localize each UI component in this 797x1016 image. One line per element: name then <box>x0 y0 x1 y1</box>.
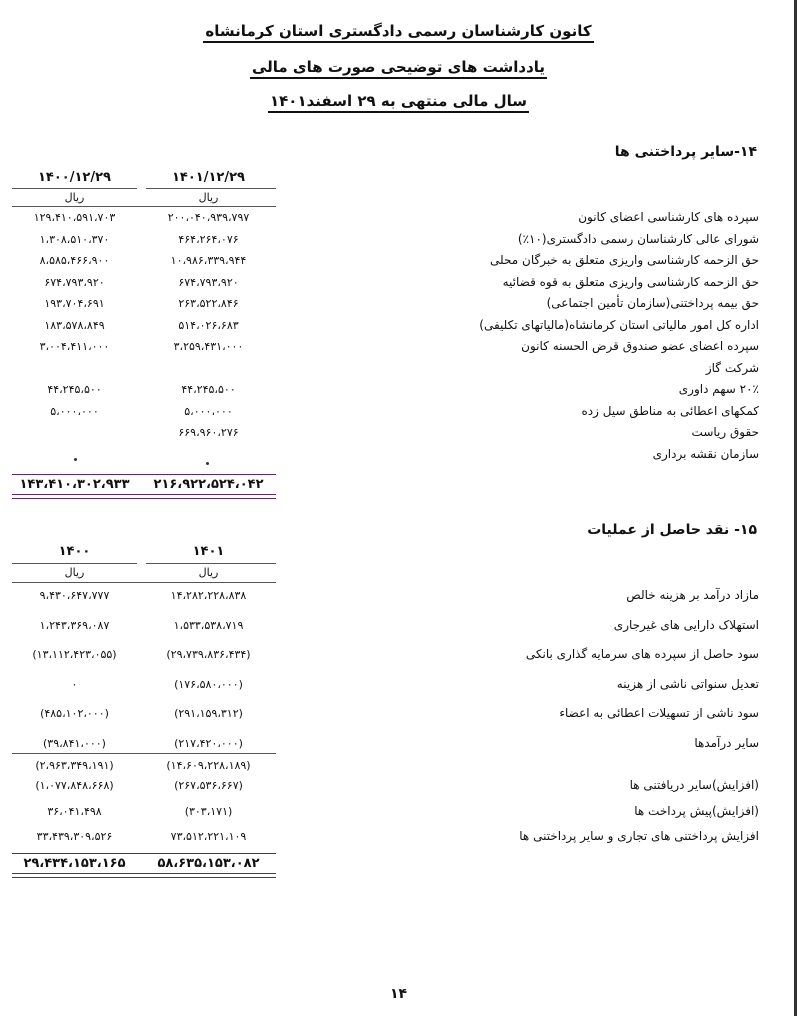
row-label: (افزایش)پیش پرداخت ها <box>634 803 759 818</box>
row-label: سپرده های کارشناسی اعضای کانون <box>578 210 759 224</box>
row-value-previous: (۱،۰۷۷،۸۴۸،۶۶۸) <box>35 779 114 792</box>
row-value-current: (۲۱۷،۴۲۰،۰۰۰) <box>174 736 243 750</box>
row-label: اداره کل امور مالیاتی استان کرمانشاه(مالیاتهای تکلیفی) <box>479 317 759 332</box>
row-label: حقوق ریاست <box>691 425 759 439</box>
s15-total-previous: ۲۹،۴۳۴،۱۵۳،۱۶۵ <box>23 856 126 871</box>
row-label: شورای عالی کارشناسان رسمی دادگستری(۱۰٪) <box>517 231 759 246</box>
row-label: تعدیل سنواتی ناشی از هزینه <box>616 676 759 691</box>
s15-unit-rule <box>12 582 276 583</box>
row-value-current: ۴۶۴،۲۶۴،۰۷۶ <box>178 232 239 246</box>
row-value-previous: ۱۹۳،۷۰۴،۶۹۱ <box>44 297 105 310</box>
row-label: حق الزحمه کارشناسی واریزی متعلق به خبرگان محلی <box>490 253 759 267</box>
row-label: سود ناشی از تسهیلات اعطائی به اعضاء <box>559 706 759 720</box>
fiscal-year-title: سال مالی منتهی به ۲۹ اسفند۱۴۰۱ <box>0 92 797 110</box>
row-value-current: ۵،۰۰۰،۰۰۰ <box>184 404 233 418</box>
row-label: حق بیمه پرداختنی(سازمان تأمین اجتماعی) <box>546 296 759 310</box>
row-value-current: ۲۰۰،۰۴۰،۹۳۹،۷۹۷ <box>167 211 250 224</box>
s15-col-rule <box>146 563 276 564</box>
row-label: مازاد درآمد بر هزینه خالص <box>626 588 759 602</box>
s14-total-current: ۲۱۶،۹۲۲،۵۲۴،۰۴۲ <box>153 477 264 492</box>
row-value-previous: ۰ <box>71 677 78 691</box>
row-value-current: (۲۹،۷۳۹،۸۳۶،۴۳۴) <box>166 648 251 661</box>
s14-unit-rule <box>12 206 276 207</box>
section-14-title: ۱۴-سایر پرداختنی ها <box>614 144 757 160</box>
row-value-previous: ۳۶،۰۴۱،۴۹۸ <box>47 804 102 818</box>
row-value-previous: ۳،۰۰۴،۴۱۱،۰۰۰ <box>39 340 110 353</box>
s14-unit-current: ریال <box>198 191 219 204</box>
report-title: یادداشت های توضیحی صورت های مالی <box>0 58 797 76</box>
row-value-current: ۱۰،۹۸۶،۳۳۹،۹۴۴ <box>170 254 247 267</box>
row-label: استهلاک دارایی های غیرجاری <box>613 617 759 632</box>
s15-total-current: ۵۸،۶۳۵،۱۵۳،۰۸۲ <box>157 856 260 871</box>
s15-col-current: ۱۴۰۱ <box>192 544 225 559</box>
row-value-current: (۱۷۶،۵۸۰،۰۰۰) <box>174 677 243 691</box>
s14-unit-previous: ریال <box>64 191 85 204</box>
row-value-previous: ۱،۳۰۸،۵۱۰،۳۷۰ <box>39 232 110 246</box>
s15-unit-current: ریال <box>198 566 219 579</box>
row-label: (افزایش)سایر دریافتنی ها <box>629 778 759 792</box>
s15-total-double-rule <box>12 873 276 878</box>
s15-subtotal-previous: (۲،۹۶۳،۳۴۹،۱۹۱) <box>35 759 114 772</box>
s15-col-rule <box>12 563 137 564</box>
row-value-previous: ۵،۰۰۰،۰۰۰ <box>50 404 99 418</box>
row-label: کمکهای اعطائی به مناطق سیل زده <box>581 403 759 418</box>
s15-total-rule <box>12 853 276 854</box>
row-value-current: (۳۰۳،۱۷۱) <box>184 804 233 818</box>
row-value-current: ۶۷۴،۷۹۳،۹۲۰ <box>178 275 239 289</box>
s14-total-double-rule <box>12 494 276 499</box>
page-number: ۱۴ <box>389 986 408 1002</box>
row-value-previous: ۸،۵۸۵،۴۶۶،۹۰۰ <box>39 254 110 267</box>
row-label: ۲۰٪ سهم داوری <box>678 382 759 396</box>
s14-col-rule <box>12 188 137 189</box>
s15-unit-previous: ریال <box>64 566 85 579</box>
s15-subtotal-current: (۱۴،۶۰۹،۲۲۸،۱۸۹) <box>166 759 251 772</box>
row-label: سود حاصل از سپرده های سرمایه گذاری بانکی <box>525 647 759 661</box>
row-label: حق الزحمه کارشناسی واریزی متعلق به قوه قضائیه <box>502 274 759 289</box>
row-value-previous: ۱،۲۴۳،۳۶۹،۰۸۷ <box>39 618 110 632</box>
s14-col-previous: ۱۴۰۰/۱۲/۲۹ <box>38 170 111 185</box>
row-value-current: ۴۴،۲۴۵،۵۰۰ <box>181 383 236 396</box>
row-value-previous: ۱۸۳،۵۷۸،۸۴۹ <box>44 318 105 332</box>
row-label: افزایش پرداختنی های تجاری و سایر پرداختنی ها <box>519 829 759 843</box>
row-label: سپرده اعضای عضو صندوق قرض الحسنه کانون <box>521 339 759 353</box>
row-value-current: ۳،۲۵۹،۴۳۱،۰۰۰ <box>173 340 244 353</box>
mark <box>74 458 77 461</box>
row-value-current: ۲۶۳،۵۲۲،۸۴۶ <box>178 297 239 310</box>
row-value-previous: ۱۲۹،۴۱۰،۵۹۱،۷۰۳ <box>33 211 116 224</box>
row-value-current: ۱،۵۳۳،۵۳۸،۷۱۹ <box>173 618 244 632</box>
row-value-previous: ۳۳،۴۳۹،۳۰۹،۵۲۶ <box>36 830 113 843</box>
row-value-previous: ۶۷۴،۷۹۳،۹۲۰ <box>44 275 105 289</box>
row-label: سازمان نقشه برداری <box>652 446 759 461</box>
row-value-previous: (۴۸۵،۱۰۲،۰۰۰) <box>40 707 109 720</box>
row-value-current: ۶۶۹،۹۶۰،۲۷۶ <box>178 426 239 439</box>
row-value-previous: ۴۴،۲۴۵،۵۰۰ <box>47 383 102 396</box>
mark <box>206 462 209 465</box>
row-label: سایر درآمدها <box>694 735 759 750</box>
s14-col-current: ۱۴۰۱/۱۲/۲۹ <box>172 170 245 185</box>
row-value-previous: ۹،۴۳۰،۶۴۷،۷۷۷ <box>39 589 110 602</box>
s15-subtotal-rule <box>12 753 276 754</box>
row-value-previous: (۱۳،۱۱۲،۴۲۳،۰۵۵) <box>32 648 117 661</box>
row-value-current: ۷۳،۵۱۲،۲۲۱،۱۰۹ <box>170 830 247 843</box>
row-value-previous: (۳۹،۸۴۱،۰۰۰) <box>43 736 106 750</box>
s14-total-previous: ۱۴۳،۴۱۰،۳۰۲،۹۳۳ <box>19 477 130 492</box>
section-15-title: ۱۵- نقد حاصل از عملیات <box>587 522 757 538</box>
s15-col-previous: ۱۴۰۰ <box>58 544 91 559</box>
row-value-current: ۱۴،۲۸۲،۲۲۸،۸۳۸ <box>170 589 247 602</box>
row-value-current: ۵۱۴،۰۲۶،۶۸۳ <box>178 318 239 332</box>
row-value-current: (۲۶۷،۵۳۶،۶۶۷) <box>174 779 243 792</box>
org-title: کانون کارشناسان رسمی دادگستری استان کرمانشاه <box>0 22 797 40</box>
s14-total-rule <box>12 474 276 475</box>
row-label: شرکت گاز <box>705 360 759 375</box>
row-value-current: (۲۹۱،۱۵۹،۳۱۲) <box>174 707 243 720</box>
s14-col-rule <box>146 188 276 189</box>
